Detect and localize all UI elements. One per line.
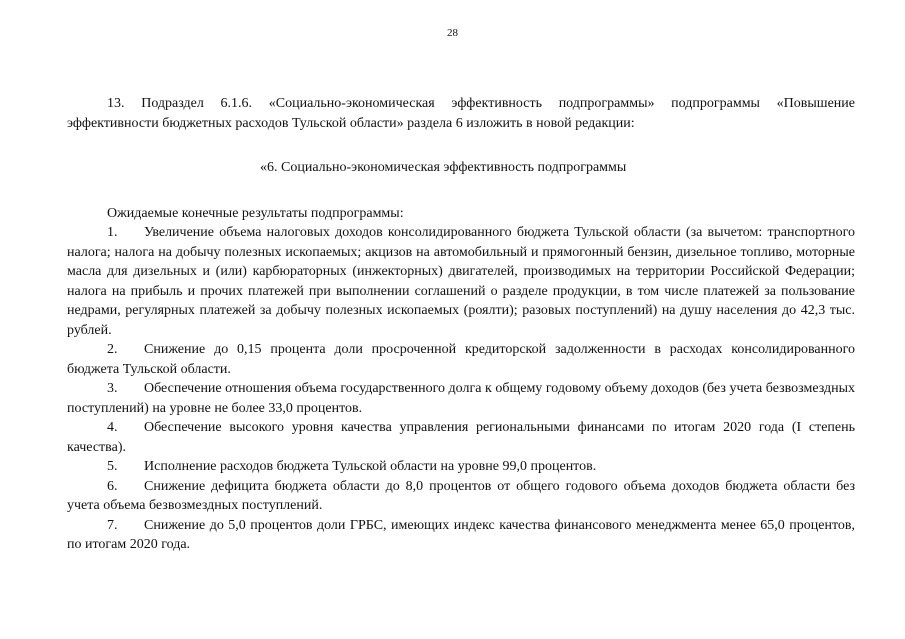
list-item	[67, 477, 855, 516]
list-item-text: Снижение до 5,0 процентов доли ГРБС, имеющих индекс качества финансового менеджмента менее 65,0 процентов, по итогам 2020 года.	[67, 517, 855, 552]
list-item-text: Обеспечение отношения объема государственного долга к общему годовому объему доходов (без учета безвозмездных поступлений) на уровне не более 33,0 процентов.	[67, 381, 855, 416]
list-item-number: 7.	[107, 517, 118, 533]
list-item-number: 5.	[107, 459, 118, 474]
intro-paragraph: 13. Подраздел 6.1.6. «Социально-экономическая эффективность подпрограммы» подпрограммы «Повышение эффективности бюджетных расходов Тульской области» раздела 6 изложить в новой редакции:	[67, 96, 855, 131]
section-heading: «6. Социально-экономическая эффективность подпрограммы	[260, 160, 627, 175]
list-item-number: 3.	[107, 381, 118, 396]
list-item-text: Снижение до 0,15 процента доли просроченной кредиторской задолженности в расходах консолидированного бюджета Тульской области.	[67, 342, 855, 377]
results-intro: Ожидаемые конечные результаты подпрограммы:	[107, 205, 404, 221]
list-item-number: 1.	[107, 225, 118, 240]
list-item-text: Исполнение расходов бюджета Тульской области на уровне 99,0 процентов.	[144, 459, 597, 474]
list-item-text: Снижение дефицита бюджета области до 8,0 процентов от общего годового объема доходов бюджета области без учета объема безвозмездных поступлений.	[67, 478, 855, 513]
page-number: 28	[447, 27, 458, 39]
list-item	[67, 418, 855, 457]
list-item-text: Увеличение объема налоговых доходов консолидированного бюджета Тульской области (за вычетом: транспортного налога; налога на добычу полезных ископаемых; акцизов на автомобильный и прямогонный бензин, дизельное топливо, моторные масла для дизельных и (или) карбюраторных (инжекторных) двигателей, производимых на территории Российской Федерации; налога на прибыль и прочих платежей при выполнении соглашений о разделе продукции, в том числе платежей за пользование недрами, регулярных платежей за добычу полезных ископаемых (роялти); разовых поступлений) на душу населения до 42,3 тыс. рублей.	[67, 225, 855, 338]
list-item	[67, 223, 855, 340]
results-list	[67, 223, 855, 555]
list-item	[67, 457, 855, 477]
list-item-number: 6.	[107, 478, 118, 494]
list-item-number: 2.	[107, 342, 118, 357]
list-item	[67, 516, 855, 555]
list-item-text: Обеспечение высокого уровня качества управления региональными финансами по итогам 2020 года (I степень качества).	[67, 420, 855, 455]
list-item-number: 4.	[107, 420, 118, 435]
list-item	[67, 379, 855, 418]
list-item	[67, 340, 855, 379]
document-body	[67, 94, 855, 555]
